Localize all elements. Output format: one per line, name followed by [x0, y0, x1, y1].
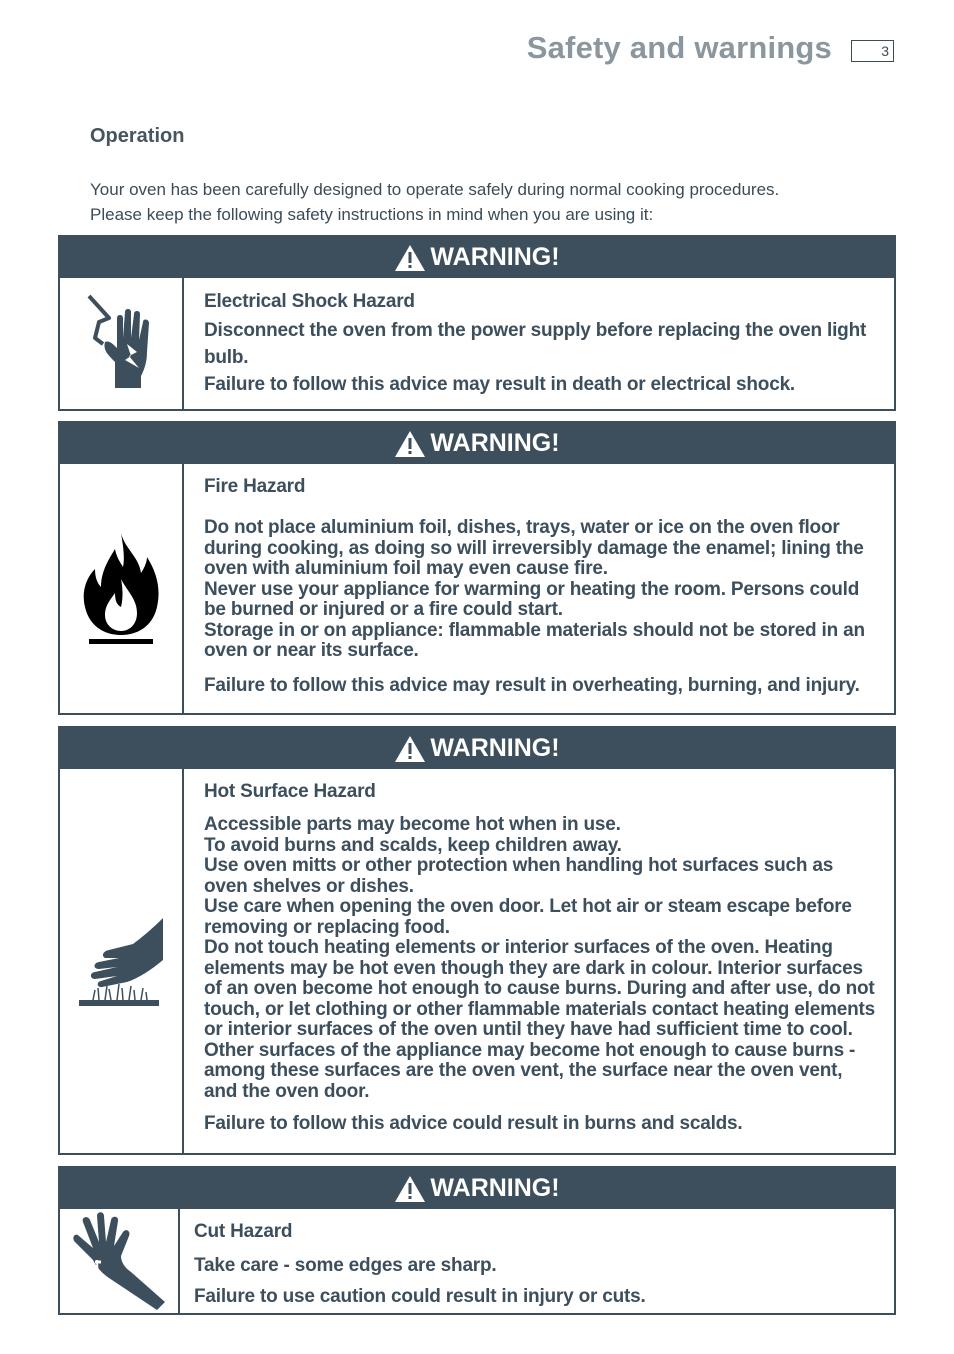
- warning-line: Failure to follow this advice may result in death or electrical shock.: [204, 374, 796, 395]
- hazard-title: Cut Hazard: [194, 1221, 293, 1242]
- warning-header: [60, 237, 894, 278]
- warning-label: WARNING!: [430, 243, 560, 271]
- warning-text: [184, 769, 894, 1153]
- warning-triangle-icon: [394, 1175, 426, 1203]
- warning-label: WARNING!: [430, 1174, 560, 1202]
- warning-text: [184, 464, 894, 713]
- warning-hot-surface: [58, 726, 896, 1155]
- warning-line: Failure to use caution could result in injury or cuts.: [194, 1286, 646, 1307]
- warning-triangle-icon: [394, 430, 426, 458]
- warning-line: Use oven mitts or other protection when handling hot surfaces such as oven shelves or dishes.: [204, 855, 834, 897]
- warning-cut: [58, 1166, 896, 1315]
- cut-hand-icon: [69, 1212, 169, 1310]
- hazard-title: Hot Surface Hazard: [204, 781, 376, 802]
- warning-text: [180, 1209, 894, 1313]
- warning-line: Disconnect the oven from the power supply before replacing the oven light bulb.: [204, 320, 867, 368]
- icon-cell: [60, 1209, 180, 1313]
- icon-cell: [60, 769, 184, 1153]
- warning-line: Other surfaces of the appliance may become hot enough to cause burns - among these surfaces are the oven vent, the surface near the oven vent, and the oven door.: [204, 1039, 856, 1102]
- hazard-title: Fire Hazard: [204, 476, 306, 497]
- warning-header: [60, 728, 894, 769]
- warning-triangle-icon: [394, 244, 426, 272]
- warning-fire: [58, 421, 896, 715]
- warning-footer: Failure to follow this advice could result in burns and scalds.: [204, 1113, 743, 1134]
- intro-line: Please keep the following safety instructions in mind when you are using it:: [90, 205, 654, 224]
- hazard-title: Electrical Shock Hazard: [204, 291, 415, 312]
- warning-line: Accessible parts may become hot when in use.: [204, 814, 621, 835]
- warning-line: To avoid burns and scalds, keep children away.: [204, 834, 622, 856]
- icon-cell: [60, 278, 184, 409]
- warning-line: Never use your appliance for warming or heating the room. Persons could be burned or injured or a fire could start.: [204, 578, 860, 620]
- warning-line: Do not place aluminium foil, dishes, trays, water or ice on the oven floor during cooking, as doing so will irreversibly damage the enamel; lining the oven with aluminium foil may even cause fire.: [204, 517, 864, 579]
- intro-line: Your oven has been carefully designed to operate safely during normal cooking procedures.: [90, 180, 780, 199]
- page-title: Safety and warnings: [526, 30, 832, 65]
- page-number: 3: [851, 40, 894, 62]
- warning-line: Take care - some edges are sharp.: [194, 1255, 497, 1276]
- warning-label: WARNING!: [430, 734, 560, 762]
- warning-electrical-shock: [58, 235, 896, 411]
- warning-footer: Failure to follow this advice may result in overheating, burning, and injury.: [204, 674, 860, 696]
- warning-line: Use care when opening the oven door. Let hot air or steam escape before removing or replacing food.: [204, 896, 852, 938]
- electric-shock-hand-icon: [81, 292, 161, 396]
- warning-triangle-icon: [394, 735, 426, 763]
- warning-line: Storage in or on appliance: flammable materials should not be stored in an oven or near its surface.: [204, 619, 865, 661]
- hot-surface-hand-icon: [79, 916, 163, 1006]
- warning-line: Do not touch heating elements or interior surfaces of the oven. Heating elements may be hot even though they are dark in colour. Interior surfaces of an oven become hot enough to cause burns. During and after use, do not touch, or let clothing or other flammable materials contact heating elements or interior surfaces of the oven until they have had sufficient time to cool.: [204, 937, 876, 1040]
- warning-label: WARNING!: [430, 429, 560, 457]
- intro-text: [90, 177, 890, 227]
- icon-cell: [60, 464, 184, 713]
- fire-icon: [81, 529, 161, 649]
- warning-header: [60, 423, 894, 464]
- section-heading: Operation: [90, 125, 185, 147]
- warning-text: [184, 278, 894, 409]
- warning-header: [60, 1168, 894, 1209]
